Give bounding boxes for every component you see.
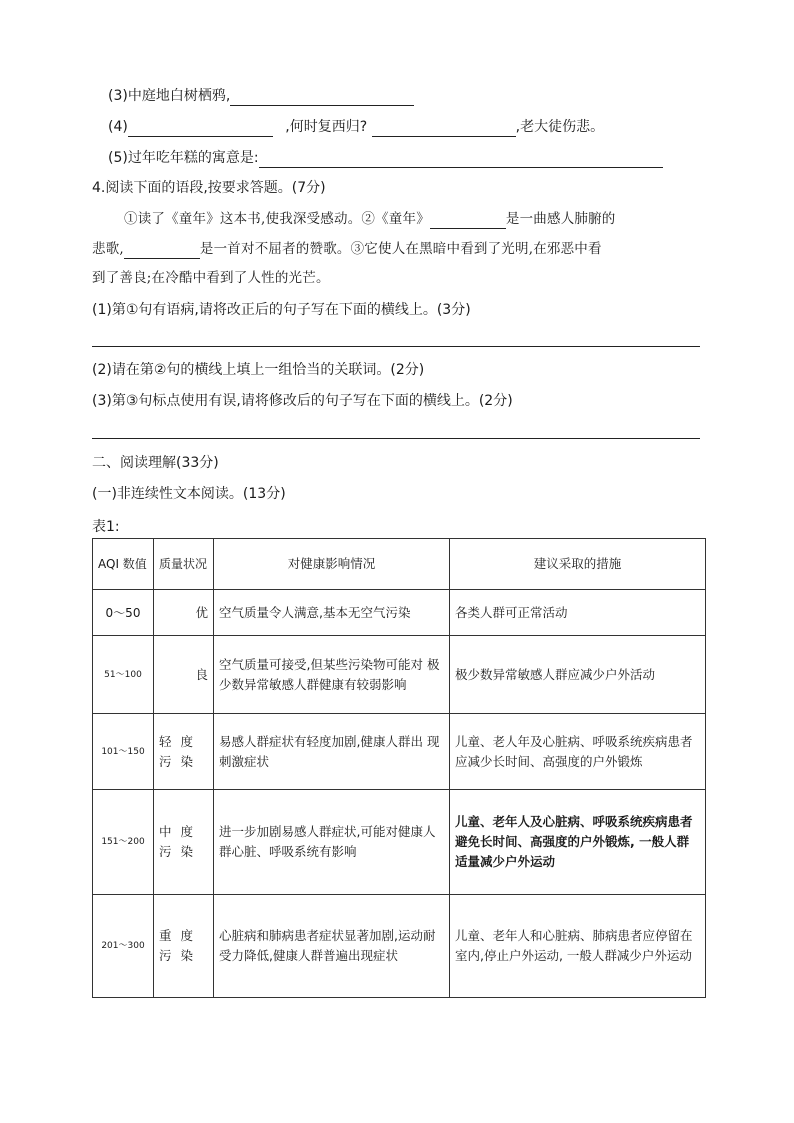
q4-sub-2: (2)请在第②句的横线上填上一组恰当的关联词。(2分)	[92, 362, 425, 378]
q4-para-2b: 是一首对不屈者的赞歌。③它使人在黑暗中看到了光明,在邪恶中看	[199, 241, 602, 257]
table-row	[93, 895, 706, 998]
table-row	[93, 590, 706, 636]
quality-level: 重度污染	[154, 895, 214, 998]
quality-level: 中度污染	[154, 790, 214, 895]
item-4	[108, 117, 604, 137]
q4-heading: 4.阅读下面的语段,按要求答题。(7分)	[92, 180, 326, 196]
advice: 极少数异常敏感人群应减少户外活动	[450, 636, 706, 714]
advice: 儿童、老年人及心脏病、呼吸系统疾病患者避免长时间、高强度的户外锻炼, 一般人群适量减少户外运动	[450, 790, 706, 895]
conjunction-blank-2[interactable]	[124, 243, 200, 259]
table-row	[93, 636, 706, 714]
q4-para-1b: 是一曲感人肺腑的	[505, 211, 616, 227]
answer-line-3[interactable]	[92, 438, 700, 439]
health-impact: 进一步加剧易感人群症状,可能对健康人群心脏、呼吸系统有影响	[214, 790, 450, 895]
header-aqi: AQI 数值	[93, 539, 154, 590]
header-level: 质量状况	[154, 539, 214, 590]
table-header-row	[93, 539, 706, 590]
conjunction-blank-1[interactable]	[430, 213, 506, 229]
aqi-table	[92, 538, 706, 998]
table-row	[93, 790, 706, 895]
answer-blank-5[interactable]	[259, 152, 663, 168]
health-impact: 空气质量可接受,但某些污染物可能对 极少数异常敏感人群健康有较弱影响	[214, 636, 450, 714]
answer-line-1[interactable]	[92, 346, 700, 347]
health-impact: 空气质量令人满意,基本无空气污染	[214, 590, 450, 636]
advice: 儿童、老年人和心脏病、肺病患者应停留在室内,停止户外运动, 一般人群减少户外运动	[450, 895, 706, 998]
item-3-text: (3)中庭地白树栖鸦,	[108, 88, 231, 104]
header-impact: 对健康影响情况	[214, 539, 450, 590]
q4-sub-1: (1)第①句有语病,请将改正后的句子写在下面的横线上。(3分)	[92, 302, 471, 318]
aqi-range: 151～200	[93, 790, 154, 895]
quality-level: 良	[154, 636, 214, 714]
health-impact: 易感人群症状有轻度加剧,健康人群出 现刺激症状	[214, 714, 450, 790]
q4-sub-3: (3)第③句标点使用有误,请将修改后的句子写在下面的横线上。(2分)	[92, 393, 513, 409]
quality-level: 轻度污染	[154, 714, 214, 790]
answer-blank-3[interactable]	[230, 90, 414, 106]
aqi-range: 0～50	[93, 590, 154, 636]
section-2-heading: 二、阅读理解(33分)	[92, 455, 219, 471]
header-advice: 建议采取的措施	[450, 539, 706, 590]
aqi-range: 201～300	[93, 895, 154, 998]
item-4-suffix: ,老大徒伤悲。	[515, 119, 605, 135]
item-5	[108, 148, 663, 168]
item-3	[108, 86, 414, 106]
section-2-subheading: (一)非连续性文本阅读。(13分)	[92, 486, 286, 502]
q4-para-line-3: 到了善良;在冷酷中看到了人性的光芒。	[92, 270, 330, 286]
item-5-text: (5)过年吃年糕的寓意是:	[108, 150, 259, 166]
item-4-mid: ,何时复西归?	[285, 119, 368, 135]
health-impact: 心脏病和肺病患者症状显著加剧,运动耐受力降低,健康人群普遍出现症状	[214, 895, 450, 998]
q4-para-2a: 悲歌,	[92, 241, 124, 257]
answer-blank-4a[interactable]	[128, 121, 273, 137]
table-row	[93, 714, 706, 790]
advice: 各类人群可正常活动	[450, 590, 706, 636]
table-caption: 表1:	[92, 519, 120, 535]
q4-para-1a: ①读了《童年》这本书,使我深受感动。②《童年》	[124, 211, 430, 227]
item-4-prefix: (4)	[108, 119, 128, 135]
q4-para-line-1	[124, 209, 616, 229]
q4-para-line-2	[92, 239, 602, 259]
aqi-range: 51～100	[93, 636, 154, 714]
advice: 儿童、老人年及心脏病、呼吸系统疾病患者 应减少长时间、高强度的户外锻炼	[450, 714, 706, 790]
aqi-range: 101～150	[93, 714, 154, 790]
answer-blank-4b[interactable]	[372, 121, 516, 137]
quality-level: 优	[154, 590, 214, 636]
